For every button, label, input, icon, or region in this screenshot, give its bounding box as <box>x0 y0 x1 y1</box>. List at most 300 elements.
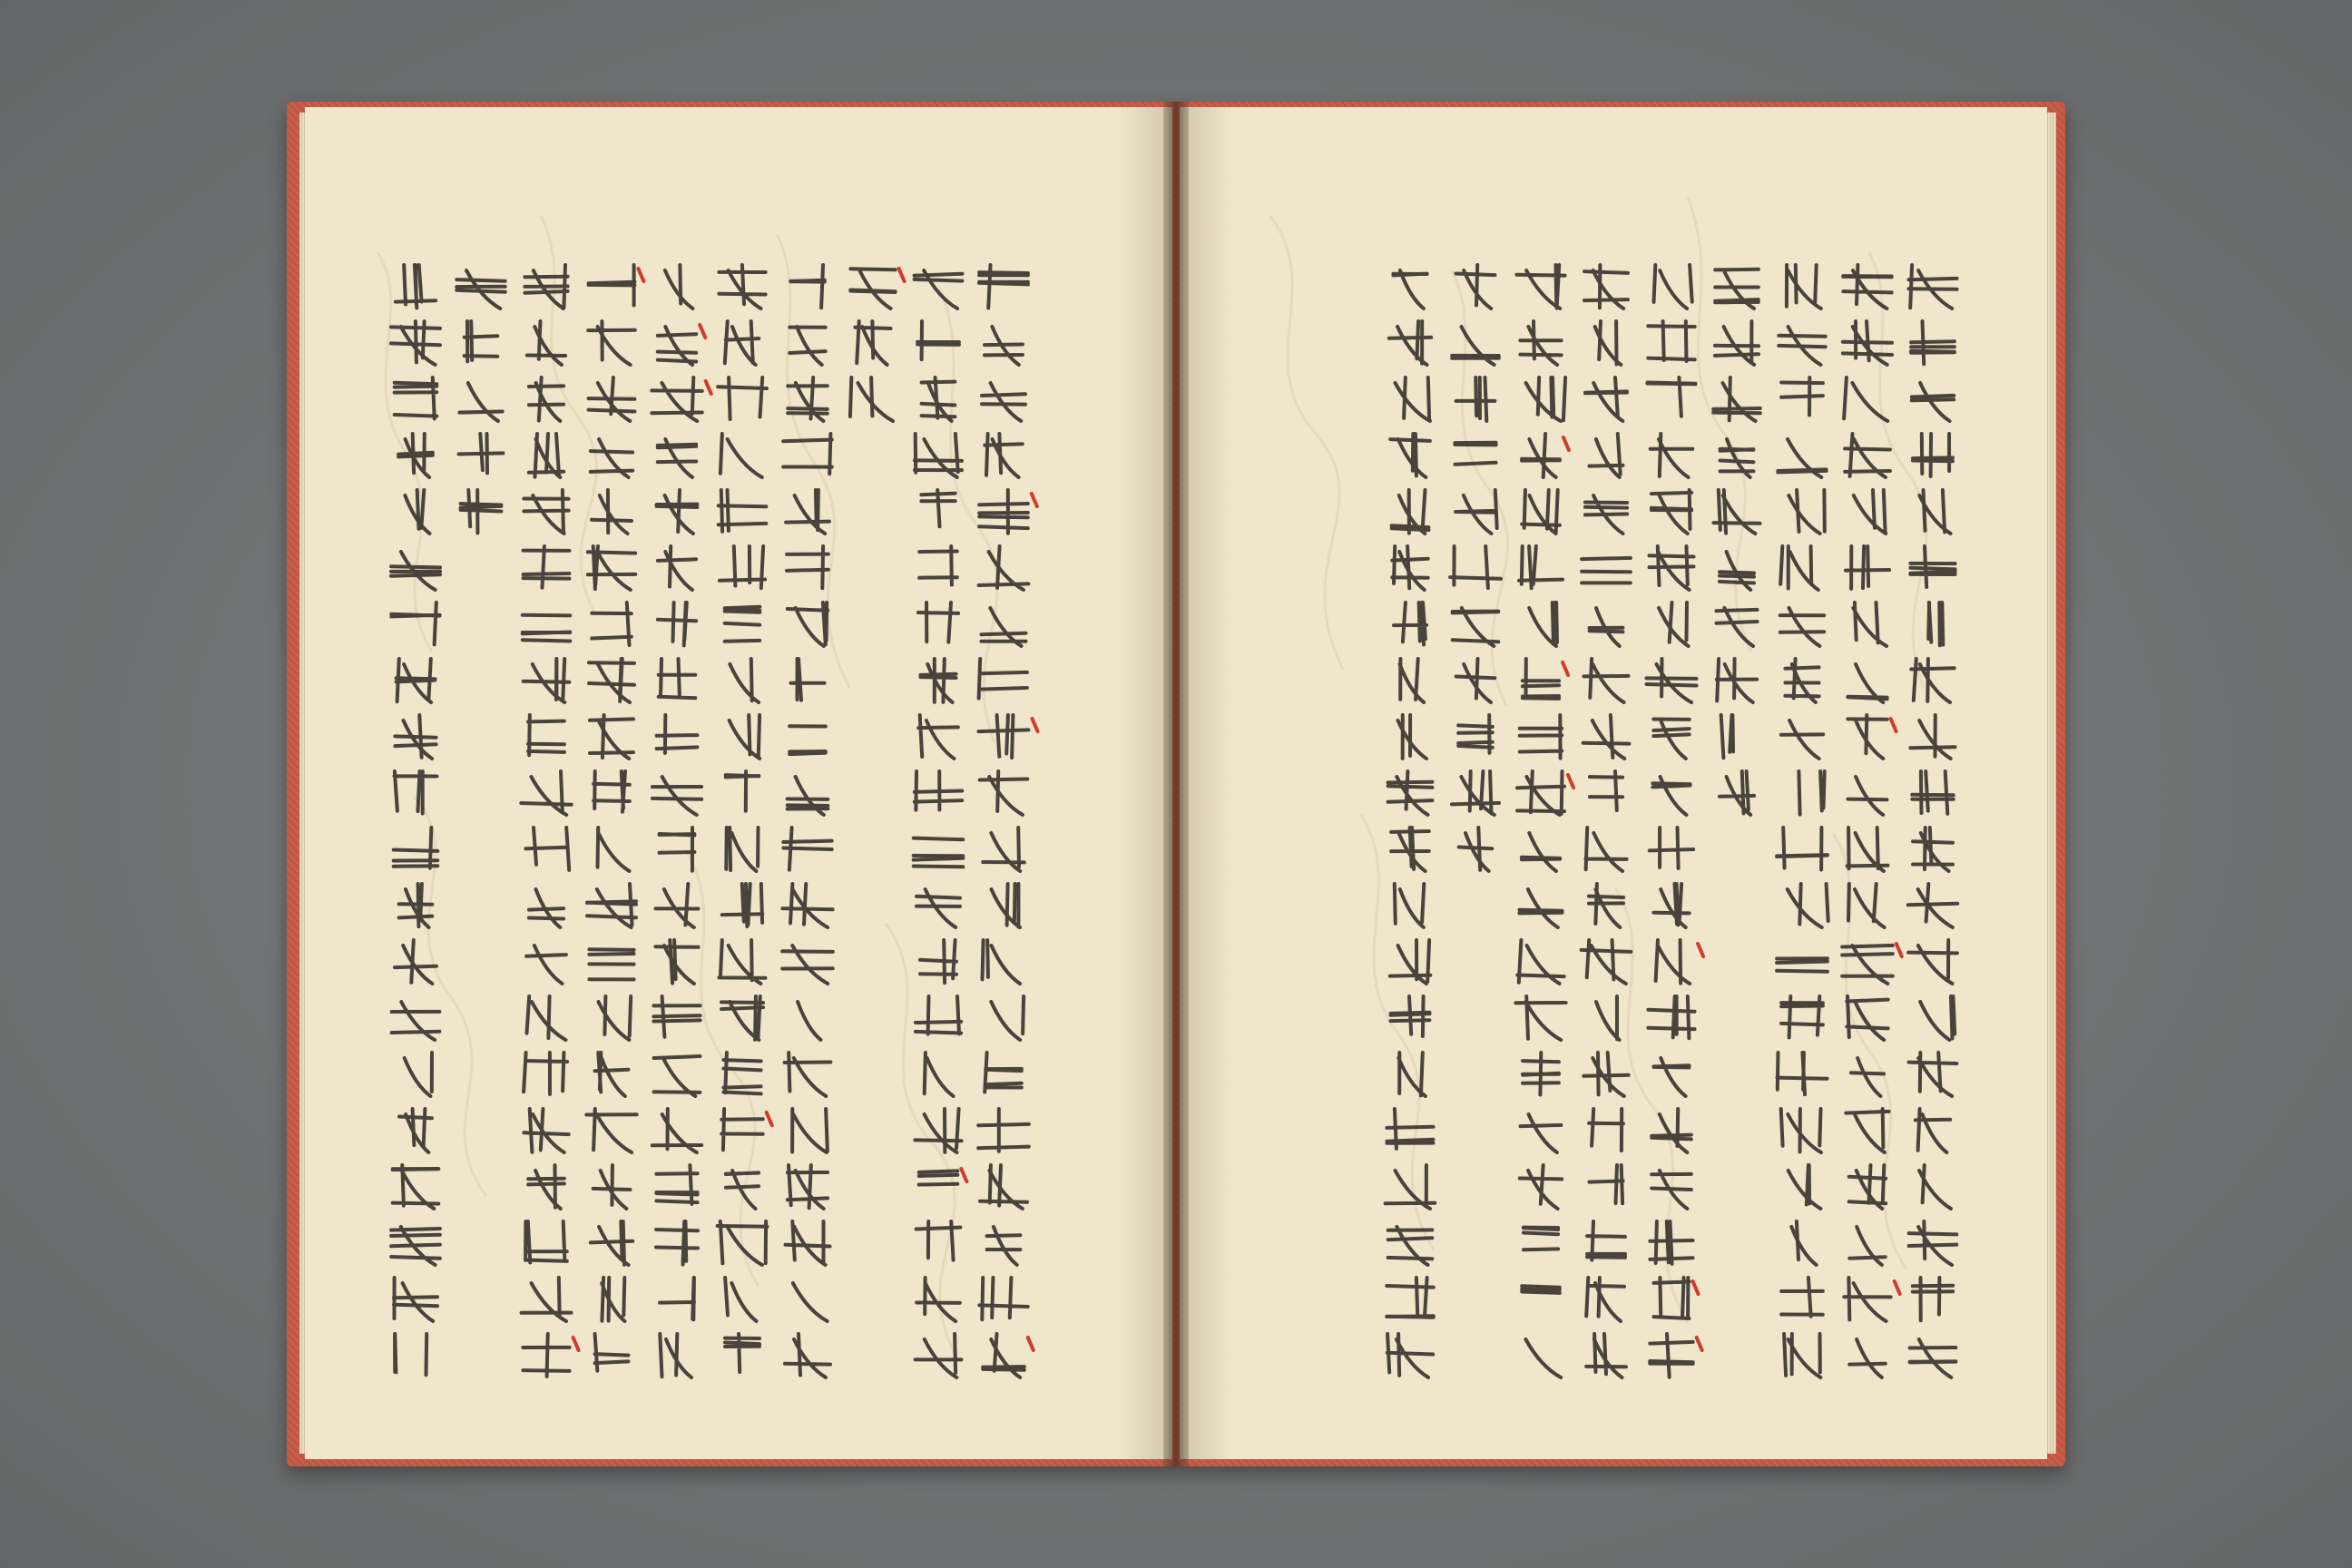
handwritten-glyph <box>1781 996 1823 1037</box>
handwritten-glyph <box>1777 958 1828 971</box>
handwritten-glyph <box>524 490 568 534</box>
handwritten-glyph <box>1788 884 1828 927</box>
red-punctuation-mark <box>573 1338 579 1350</box>
handwritten-glyph <box>725 1334 760 1372</box>
handwritten-glyph <box>599 996 632 1040</box>
red-punctuation-mark <box>1895 1281 1900 1294</box>
handwritten-glyph <box>978 1109 1029 1152</box>
handwritten-glyph <box>1928 603 1943 645</box>
handwritten-glyph <box>1390 434 1430 477</box>
handwritten-glyph <box>1522 1286 1560 1293</box>
handwritten-glyph <box>1390 940 1431 984</box>
handwritten-glyph <box>397 659 436 702</box>
handwritten-glyph <box>1651 1109 1691 1152</box>
handwritten-glyph <box>586 1109 636 1152</box>
handwritten-glyph <box>1788 490 1825 534</box>
handwritten-glyph <box>782 946 833 984</box>
red-punctuation-mark <box>1563 662 1568 675</box>
handwritten-glyph <box>1853 603 1886 646</box>
handwritten-glyph <box>1651 490 1691 534</box>
handwritten-glyph <box>529 377 564 421</box>
handwritten-glyph <box>730 715 760 759</box>
handwritten-glyph <box>1717 659 1757 702</box>
handwritten-glyph <box>1589 1109 1623 1151</box>
handwritten-glyph <box>657 490 698 534</box>
handwritten-glyph <box>1388 1227 1433 1265</box>
handwritten-glyph <box>788 777 828 815</box>
handwritten-glyph <box>1393 270 1426 309</box>
handwritten-glyph <box>922 377 956 421</box>
handwritten-glyph <box>1715 270 1759 309</box>
handwritten-glyph <box>395 1334 426 1375</box>
handwritten-glyph <box>1849 1227 1885 1265</box>
handwritten-glyph <box>391 552 440 590</box>
handwritten-glyph <box>916 889 960 927</box>
handwritten-column <box>1450 265 1501 871</box>
handwritten-glyph <box>590 715 633 759</box>
handwritten-glyph <box>1908 940 1957 984</box>
handwritten-glyph <box>1848 777 1887 815</box>
handwritten-glyph <box>1846 546 1889 589</box>
handwritten-glyph <box>726 1171 759 1209</box>
handwritten-glyph <box>459 383 502 421</box>
handwritten-glyph <box>1587 1221 1625 1260</box>
handwritten-column <box>456 270 505 533</box>
handwritten-glyph <box>589 377 635 421</box>
handwritten-glyph <box>1842 946 1893 984</box>
handwritten-glyph <box>1650 1221 1692 1264</box>
handwritten-glyph <box>1912 383 1954 421</box>
handwritten-glyph <box>1456 377 1495 421</box>
handwritten-glyph <box>1785 659 1818 702</box>
handwritten-glyph <box>391 321 440 365</box>
handwritten-glyph <box>1913 434 1953 476</box>
handwritten-glyph <box>526 946 566 984</box>
handwritten-glyph <box>788 603 828 646</box>
handwritten-glyph <box>656 1221 698 1265</box>
handwritten-column <box>782 265 833 1377</box>
handwritten-glyph <box>1455 443 1495 465</box>
handwritten-glyph <box>1653 884 1689 927</box>
handwritten-glyph <box>979 715 1029 758</box>
handwritten-glyph <box>1389 321 1431 365</box>
handwritten-glyph <box>983 828 1024 871</box>
handwritten-glyph <box>595 1053 629 1096</box>
handwritten-glyph <box>783 828 831 870</box>
handwritten-glyph <box>785 1334 830 1377</box>
handwritten-glyph <box>787 546 828 588</box>
handwritten-glyph <box>1392 546 1427 590</box>
handwritten-glyph <box>1713 377 1760 421</box>
handwritten-glyph <box>1791 1221 1816 1265</box>
handwritten-glyph <box>1781 1278 1823 1317</box>
handwritten-glyph <box>925 1053 954 1096</box>
handwritten-glyph <box>1912 771 1953 814</box>
handwritten-glyph <box>652 777 701 815</box>
handwritten-glyph <box>979 265 1028 309</box>
handwritten-glyph <box>1781 377 1823 416</box>
handwritten-glyph <box>1843 321 1892 365</box>
handwritten-glyph <box>1392 490 1429 534</box>
handwritten-glyph <box>1780 546 1818 590</box>
handwritten-glyph <box>788 377 828 421</box>
handwritten-glyph <box>461 490 502 533</box>
handwritten-glyph <box>1583 1053 1628 1096</box>
handwritten-glyph <box>1586 1278 1624 1321</box>
handwritten-glyph <box>591 1221 632 1265</box>
handwritten-glyph <box>456 270 505 309</box>
right-page-handwriting <box>1180 107 2047 1459</box>
handwritten-glyph <box>1521 1114 1562 1152</box>
handwritten-glyph <box>1910 1339 1956 1377</box>
handwritten-glyph <box>1519 546 1563 588</box>
handwritten-glyph <box>850 269 895 309</box>
handwritten-glyph <box>855 321 890 365</box>
red-punctuation-mark <box>1697 1338 1702 1350</box>
handwritten-glyph <box>1911 659 1954 702</box>
handwritten-glyph <box>1520 715 1562 759</box>
handwritten-glyph <box>398 434 433 477</box>
handwritten-glyph <box>593 1165 631 1209</box>
handwritten-glyph <box>656 884 699 927</box>
handwritten-glyph <box>726 828 758 871</box>
handwritten-glyph <box>527 996 566 1040</box>
handwritten-glyph <box>789 327 825 365</box>
handwritten-glyph <box>725 321 760 365</box>
handwritten-glyph <box>652 1109 701 1152</box>
handwritten-glyph <box>1395 884 1425 927</box>
handwritten-glyph <box>789 726 826 754</box>
handwritten-glyph <box>719 490 767 532</box>
handwritten-glyph <box>788 1165 828 1209</box>
handwritten-glyph <box>723 1053 760 1093</box>
handwritten-column <box>718 265 772 1372</box>
handwritten-column <box>978 265 1037 1377</box>
handwritten-glyph <box>1910 546 1955 587</box>
handwritten-column <box>652 265 710 1377</box>
handwritten-glyph <box>919 546 957 585</box>
handwritten-glyph <box>1916 1109 1950 1152</box>
handwritten-glyph <box>593 771 630 812</box>
red-punctuation-mark <box>1891 719 1896 731</box>
handwritten-glyph <box>1584 265 1628 309</box>
handwritten-glyph <box>395 715 436 759</box>
handwritten-glyph <box>915 1109 961 1152</box>
handwritten-glyph <box>1648 377 1696 416</box>
handwritten-glyph <box>588 321 635 365</box>
handwritten-glyph <box>1908 884 1957 927</box>
handwritten-glyph <box>405 1053 432 1096</box>
handwritten-glyph <box>1849 1339 1886 1377</box>
handwritten-glyph <box>652 377 701 421</box>
handwritten-glyph <box>1844 377 1887 421</box>
left-page <box>305 107 1172 1459</box>
handwritten-glyph <box>721 1109 762 1150</box>
handwritten-glyph <box>395 377 437 419</box>
handwritten-glyph <box>719 265 765 309</box>
handwritten-glyph <box>521 771 571 815</box>
handwritten-glyph <box>591 439 632 477</box>
red-punctuation-mark <box>638 269 643 281</box>
handwritten-glyph <box>592 490 632 534</box>
handwritten-glyph <box>1920 996 1955 1040</box>
handwritten-glyph <box>658 546 696 590</box>
handwritten-glyph <box>798 1002 820 1040</box>
handwritten-glyph <box>1452 327 1499 365</box>
handwritten-glyph <box>1652 777 1690 815</box>
handwritten-glyph <box>660 1278 694 1319</box>
handwritten-glyph <box>660 828 695 871</box>
handwritten-glyph <box>1524 1228 1558 1250</box>
handwritten-glyph <box>528 1165 564 1209</box>
handwritten-glyph <box>529 889 564 927</box>
handwritten-glyph <box>1854 490 1886 534</box>
handwritten-glyph <box>396 265 436 308</box>
handwritten-glyph <box>522 1278 572 1321</box>
handwritten-glyph <box>1586 1334 1626 1377</box>
handwritten-glyph <box>1585 495 1627 534</box>
handwritten-column <box>1908 265 1957 1377</box>
handwritten-column <box>586 265 643 1371</box>
handwritten-glyph <box>1582 940 1632 984</box>
handwritten-glyph <box>1648 321 1694 361</box>
handwritten-glyph <box>979 1278 1027 1319</box>
handwritten-glyph <box>1516 265 1564 309</box>
handwritten-glyph <box>1525 1339 1561 1377</box>
handwritten-column <box>521 265 578 1377</box>
handwritten-glyph <box>1913 1278 1953 1320</box>
handwritten-glyph <box>918 603 958 642</box>
handwritten-glyph <box>1653 720 1689 760</box>
handwritten-glyph <box>1522 833 1560 871</box>
handwritten-glyph <box>391 603 439 644</box>
handwritten-glyph <box>792 1109 828 1152</box>
handwritten-glyph <box>983 1334 1024 1377</box>
handwritten-glyph <box>1523 659 1559 699</box>
handwritten-glyph <box>790 265 824 308</box>
red-punctuation-mark <box>1896 944 1902 956</box>
red-punctuation-mark <box>706 381 711 394</box>
handwritten-glyph <box>980 771 1028 815</box>
handwritten-glyph <box>1778 439 1826 477</box>
handwritten-glyph <box>589 659 634 702</box>
handwritten-glyph <box>1846 1109 1888 1152</box>
handwritten-glyph <box>720 434 762 477</box>
handwritten-glyph <box>1595 321 1622 365</box>
handwritten-glyph <box>1589 1165 1622 1203</box>
handwritten-glyph <box>394 828 438 868</box>
handwritten-glyph <box>1909 265 1957 309</box>
handwritten-glyph <box>918 715 958 759</box>
handwritten-glyph <box>393 1165 439 1209</box>
book-gutter <box>1163 102 1189 1466</box>
handwritten-column <box>1647 265 1704 1377</box>
handwritten-glyph <box>1714 490 1760 534</box>
handwritten-glyph <box>587 884 636 927</box>
handwritten-glyph <box>850 377 893 421</box>
handwritten-glyph <box>589 265 635 306</box>
handwritten-glyph <box>653 996 700 1037</box>
handwritten-glyph <box>985 1053 1022 1093</box>
handwritten-glyph <box>656 1165 697 1204</box>
handwritten-glyph <box>1650 1334 1692 1377</box>
handwritten-column <box>914 270 967 1377</box>
handwritten-glyph <box>1515 996 1565 1040</box>
handwritten-glyph <box>524 1053 567 1094</box>
handwritten-glyph <box>1458 715 1493 753</box>
handwritten-glyph <box>1590 771 1622 810</box>
handwritten-glyph <box>1721 715 1733 758</box>
handwritten-glyph <box>658 603 696 645</box>
handwritten-glyph <box>921 659 956 702</box>
handwritten-glyph <box>920 940 956 983</box>
handwritten-glyph <box>1596 996 1620 1040</box>
handwritten-glyph <box>524 1109 568 1152</box>
handwritten-glyph <box>588 546 635 590</box>
handwritten-glyph <box>589 949 633 979</box>
handwritten-glyph <box>1778 1053 1828 1094</box>
handwritten-glyph <box>991 996 1024 1040</box>
handwritten-glyph <box>1398 1053 1426 1096</box>
handwritten-glyph <box>917 321 959 359</box>
handwritten-glyph <box>1520 889 1563 927</box>
handwritten-glyph <box>916 996 961 1034</box>
handwritten-glyph <box>1585 828 1626 871</box>
handwritten-glyph <box>1584 659 1629 702</box>
handwritten-glyph <box>523 615 570 642</box>
handwritten-glyph <box>1780 608 1824 646</box>
handwritten-glyph <box>1455 490 1497 534</box>
handwritten-glyph <box>730 659 759 702</box>
handwritten-column <box>391 265 440 1375</box>
handwritten-glyph <box>1787 265 1821 309</box>
handwritten-glyph <box>721 996 763 1040</box>
handwritten-glyph <box>392 1002 440 1040</box>
handwritten-glyph <box>1781 720 1823 759</box>
red-punctuation-mark <box>1563 437 1569 450</box>
handwritten-glyph <box>915 771 962 810</box>
handwritten-glyph <box>525 828 569 870</box>
handwritten-glyph <box>982 383 1025 421</box>
handwritten-glyph <box>1781 1109 1821 1152</box>
handwritten-glyph <box>1459 828 1493 871</box>
red-punctuation-mark <box>1693 1281 1699 1294</box>
handwritten-glyph <box>592 603 632 645</box>
red-punctuation-mark <box>1568 775 1573 788</box>
handwritten-glyph <box>786 490 829 534</box>
handwritten-glyph <box>718 377 767 419</box>
handwritten-glyph <box>1656 940 1690 984</box>
handwritten-glyph <box>658 327 696 365</box>
handwritten-glyph <box>1654 265 1692 309</box>
handwritten-glyph <box>915 434 962 477</box>
handwritten-glyph <box>1590 434 1623 477</box>
handwritten-glyph <box>1717 608 1758 646</box>
handwritten-glyph <box>405 490 429 534</box>
handwritten-glyph <box>1450 546 1501 588</box>
handwritten-glyph <box>1651 1171 1691 1209</box>
handwritten-glyph <box>916 1221 961 1260</box>
handwritten-glyph <box>1391 996 1430 1036</box>
handwritten-glyph <box>725 1278 756 1321</box>
handwritten-glyph <box>722 884 763 926</box>
handwritten-glyph <box>1659 603 1689 646</box>
handwritten-glyph <box>527 321 565 365</box>
handwritten-glyph <box>1387 1109 1434 1149</box>
handwritten-glyph <box>718 1221 768 1265</box>
handwritten-glyph <box>1522 490 1560 534</box>
red-punctuation-mark <box>700 325 705 338</box>
handwritten-column <box>1777 265 1828 1377</box>
handwritten-glyph <box>791 659 825 701</box>
handwritten-glyph <box>459 434 504 473</box>
handwritten-glyph <box>785 1053 831 1096</box>
handwritten-glyph <box>1387 1334 1433 1377</box>
handwritten-glyph <box>523 1334 569 1377</box>
handwritten-glyph <box>525 1221 567 1263</box>
handwritten-glyph <box>399 884 433 927</box>
handwritten-glyph <box>658 439 696 477</box>
handwritten-glyph <box>1784 1334 1820 1377</box>
handwritten-glyph <box>1589 884 1623 927</box>
handwritten-glyph <box>1650 828 1693 868</box>
handwritten-glyph <box>1847 664 1886 702</box>
handwritten-glyph <box>659 659 696 698</box>
handwritten-glyph <box>915 270 963 309</box>
handwritten-glyph <box>1523 1053 1559 1095</box>
handwritten-glyph <box>982 608 1026 646</box>
red-punctuation-mark <box>961 1169 966 1181</box>
handwritten-glyph <box>916 1334 962 1377</box>
handwritten-glyph <box>1650 546 1694 590</box>
handwritten-glyph <box>980 1165 1027 1209</box>
handwritten-glyph <box>602 1278 624 1321</box>
handwritten-glyph <box>1651 434 1693 477</box>
handwritten-glyph <box>1647 659 1697 702</box>
handwritten-glyph <box>395 771 437 814</box>
handwritten-glyph <box>1909 1221 1957 1265</box>
handwritten-glyph <box>985 434 1022 477</box>
red-punctuation-mark <box>1032 494 1037 506</box>
handwritten-glyph <box>1388 771 1433 815</box>
handwritten-glyph <box>655 940 698 984</box>
right-page <box>1180 107 2047 1459</box>
handwritten-glyph <box>1522 434 1560 477</box>
handwritten-glyph <box>1387 1278 1433 1318</box>
handwritten-column <box>1515 265 1573 1377</box>
handwritten-glyph <box>1913 828 1953 871</box>
handwritten-glyph <box>665 265 693 309</box>
handwritten-glyph <box>782 884 832 927</box>
handwritten-glyph <box>1585 377 1627 421</box>
handwritten-glyph <box>465 321 498 361</box>
handwritten-glyph <box>1777 828 1828 870</box>
handwritten-glyph <box>1779 327 1825 365</box>
handwritten-glyph <box>1847 996 1887 1040</box>
handwritten-glyph <box>1788 1165 1821 1209</box>
handwritten-glyph <box>979 546 1029 590</box>
handwritten-glyph <box>985 327 1023 365</box>
handwritten-glyph <box>1453 608 1499 646</box>
handwritten-glyph <box>1844 1278 1890 1321</box>
handwritten-glyph <box>786 1221 830 1265</box>
handwritten-glyph <box>524 265 567 309</box>
handwritten-glyph <box>1583 715 1630 759</box>
handwritten-glyph <box>595 1334 629 1371</box>
handwritten-glyph <box>1909 1053 1957 1096</box>
handwritten-glyph <box>720 546 765 588</box>
handwritten-column <box>1386 270 1436 1377</box>
